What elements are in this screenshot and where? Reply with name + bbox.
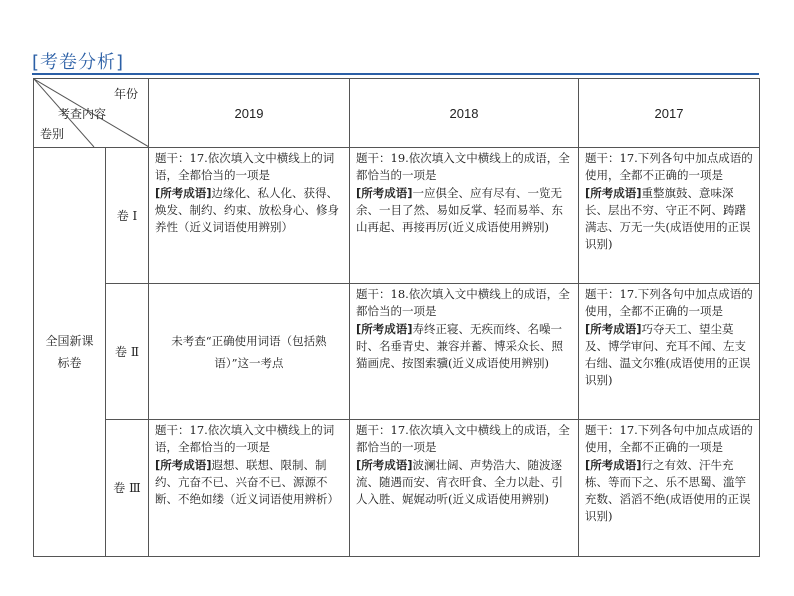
cell-detail: 行之有效、汗牛充栋、等而下之、乐不思蜀、滥竽充数、滔滔不绝(成语使用的正误识别)	[585, 457, 751, 524]
cell-detail: 寿终正寝、无疾而终、名噪一时、名垂青史、兼容并蓄、博采众长、照猫画虎、按图索骥(近义成语使用辨别)	[356, 321, 563, 371]
cell-tag: [所考成语]	[585, 457, 642, 472]
diagonal-header-cell	[34, 79, 149, 148]
cell-detail: 巧夺天工、望尘莫及、博学审问、充耳不闻、左支右绌、温文尔雅(成语使用的正误识别)	[585, 321, 751, 388]
cell-2019-juan2	[149, 284, 350, 420]
cell-detail: 遐想、联想、限制、制约、亢奋不已、兴奋不已、源源不断、不绝如缕（近义词语使用辨析）	[155, 457, 339, 507]
analysis-table-body	[33, 147, 760, 557]
table-row	[34, 148, 760, 284]
table-row	[34, 420, 760, 557]
cell-detail: 重整旗鼓、意味深长、层出不穷、守正不阿、踌躇满志、万无一失(成语使用的正误识别)	[585, 185, 751, 252]
cell-stem: 题干：17.下列各句中加点成语的使用，全都不正确的一项是	[585, 423, 753, 455]
group-label: 全国新课标卷	[45, 334, 94, 370]
cell-detail: 一应俱全、应有尽有、一览无余、一目了然、易如反掌、轻而易举、东山再起、再接再厉(近义成语使用辨别)	[356, 185, 563, 235]
cell-2018-juan3	[350, 420, 579, 557]
cell-tag: [所考成语]	[356, 321, 413, 336]
cell-plain: 未考查“正确使用词语（包括熟语）”这一考点	[171, 333, 327, 370]
year-2017: 2017	[579, 79, 760, 148]
section-heading: [考卷分析]	[32, 52, 125, 73]
year-2018: 2018	[350, 79, 579, 148]
cell-stem: 题干：17.依次填入文中横线上的成语，全都恰当的一项是	[356, 423, 570, 455]
cell-2018-juan2	[350, 284, 579, 420]
cell-stem: 题干：17.依次填入文中横线上的词语，全都恰当的一项是	[155, 423, 335, 455]
cell-tag: [所考成语]	[155, 457, 212, 472]
juan-label-3: 卷 Ⅲ	[106, 420, 149, 557]
header-row	[34, 79, 760, 148]
cell-tag: [所考成语]	[585, 185, 642, 200]
cell-tag: [所考成语]	[155, 185, 212, 200]
analysis-table	[33, 78, 760, 148]
cell-detail: 边缘化、私人化、获得、焕发、制约、约束、放松身心、修身养性（近义词语使用辨别）	[155, 185, 339, 235]
cell-stem: 题干：19.依次填入文中横线上的成语，全都恰当的一项是	[356, 151, 570, 183]
year-2019: 2019	[149, 79, 350, 148]
heading-underline	[32, 73, 759, 75]
header-juanbie-label: 卷别	[40, 127, 65, 141]
juan-label-2: 卷 Ⅱ	[106, 284, 149, 420]
cell-stem: 题干：17.依次填入文中横线上的词语，全都恰当的一项是	[155, 151, 335, 183]
cell-tag: [所考成语]	[356, 457, 413, 472]
cell-2018-juan1	[350, 148, 579, 284]
cell-2017-juan3	[579, 420, 760, 557]
cell-stem: 题干：18.依次填入文中横线上的成语，全都恰当的一项是	[356, 287, 570, 319]
cell-tag: [所考成语]	[585, 321, 642, 336]
cell-stem: 题干：17.下列各句中加点成语的使用，全都不正确的一项是	[585, 287, 753, 319]
cell-stem: 题干：17.下列各句中加点成语的使用，全都不正确的一项是	[585, 151, 753, 183]
header-content-label: 考查内容	[58, 107, 107, 121]
cell-detail: 波澜壮阔、声势浩大、随波逐流、随遇而安、宵衣旰食、全力以赴、引人入胜、娓娓动听(近义成语使用辨别)	[356, 457, 563, 507]
cell-2017-juan2	[579, 284, 760, 420]
juan-label-1: 卷 Ⅰ	[106, 148, 149, 284]
cell-2019-juan3	[149, 420, 350, 557]
table-row	[34, 284, 760, 420]
header-year-label: 年份	[114, 87, 139, 101]
group-label-cell	[34, 148, 106, 557]
cell-2017-juan1	[579, 148, 760, 284]
cell-tag: [所考成语]	[356, 185, 413, 200]
cell-2019-juan1	[149, 148, 350, 284]
